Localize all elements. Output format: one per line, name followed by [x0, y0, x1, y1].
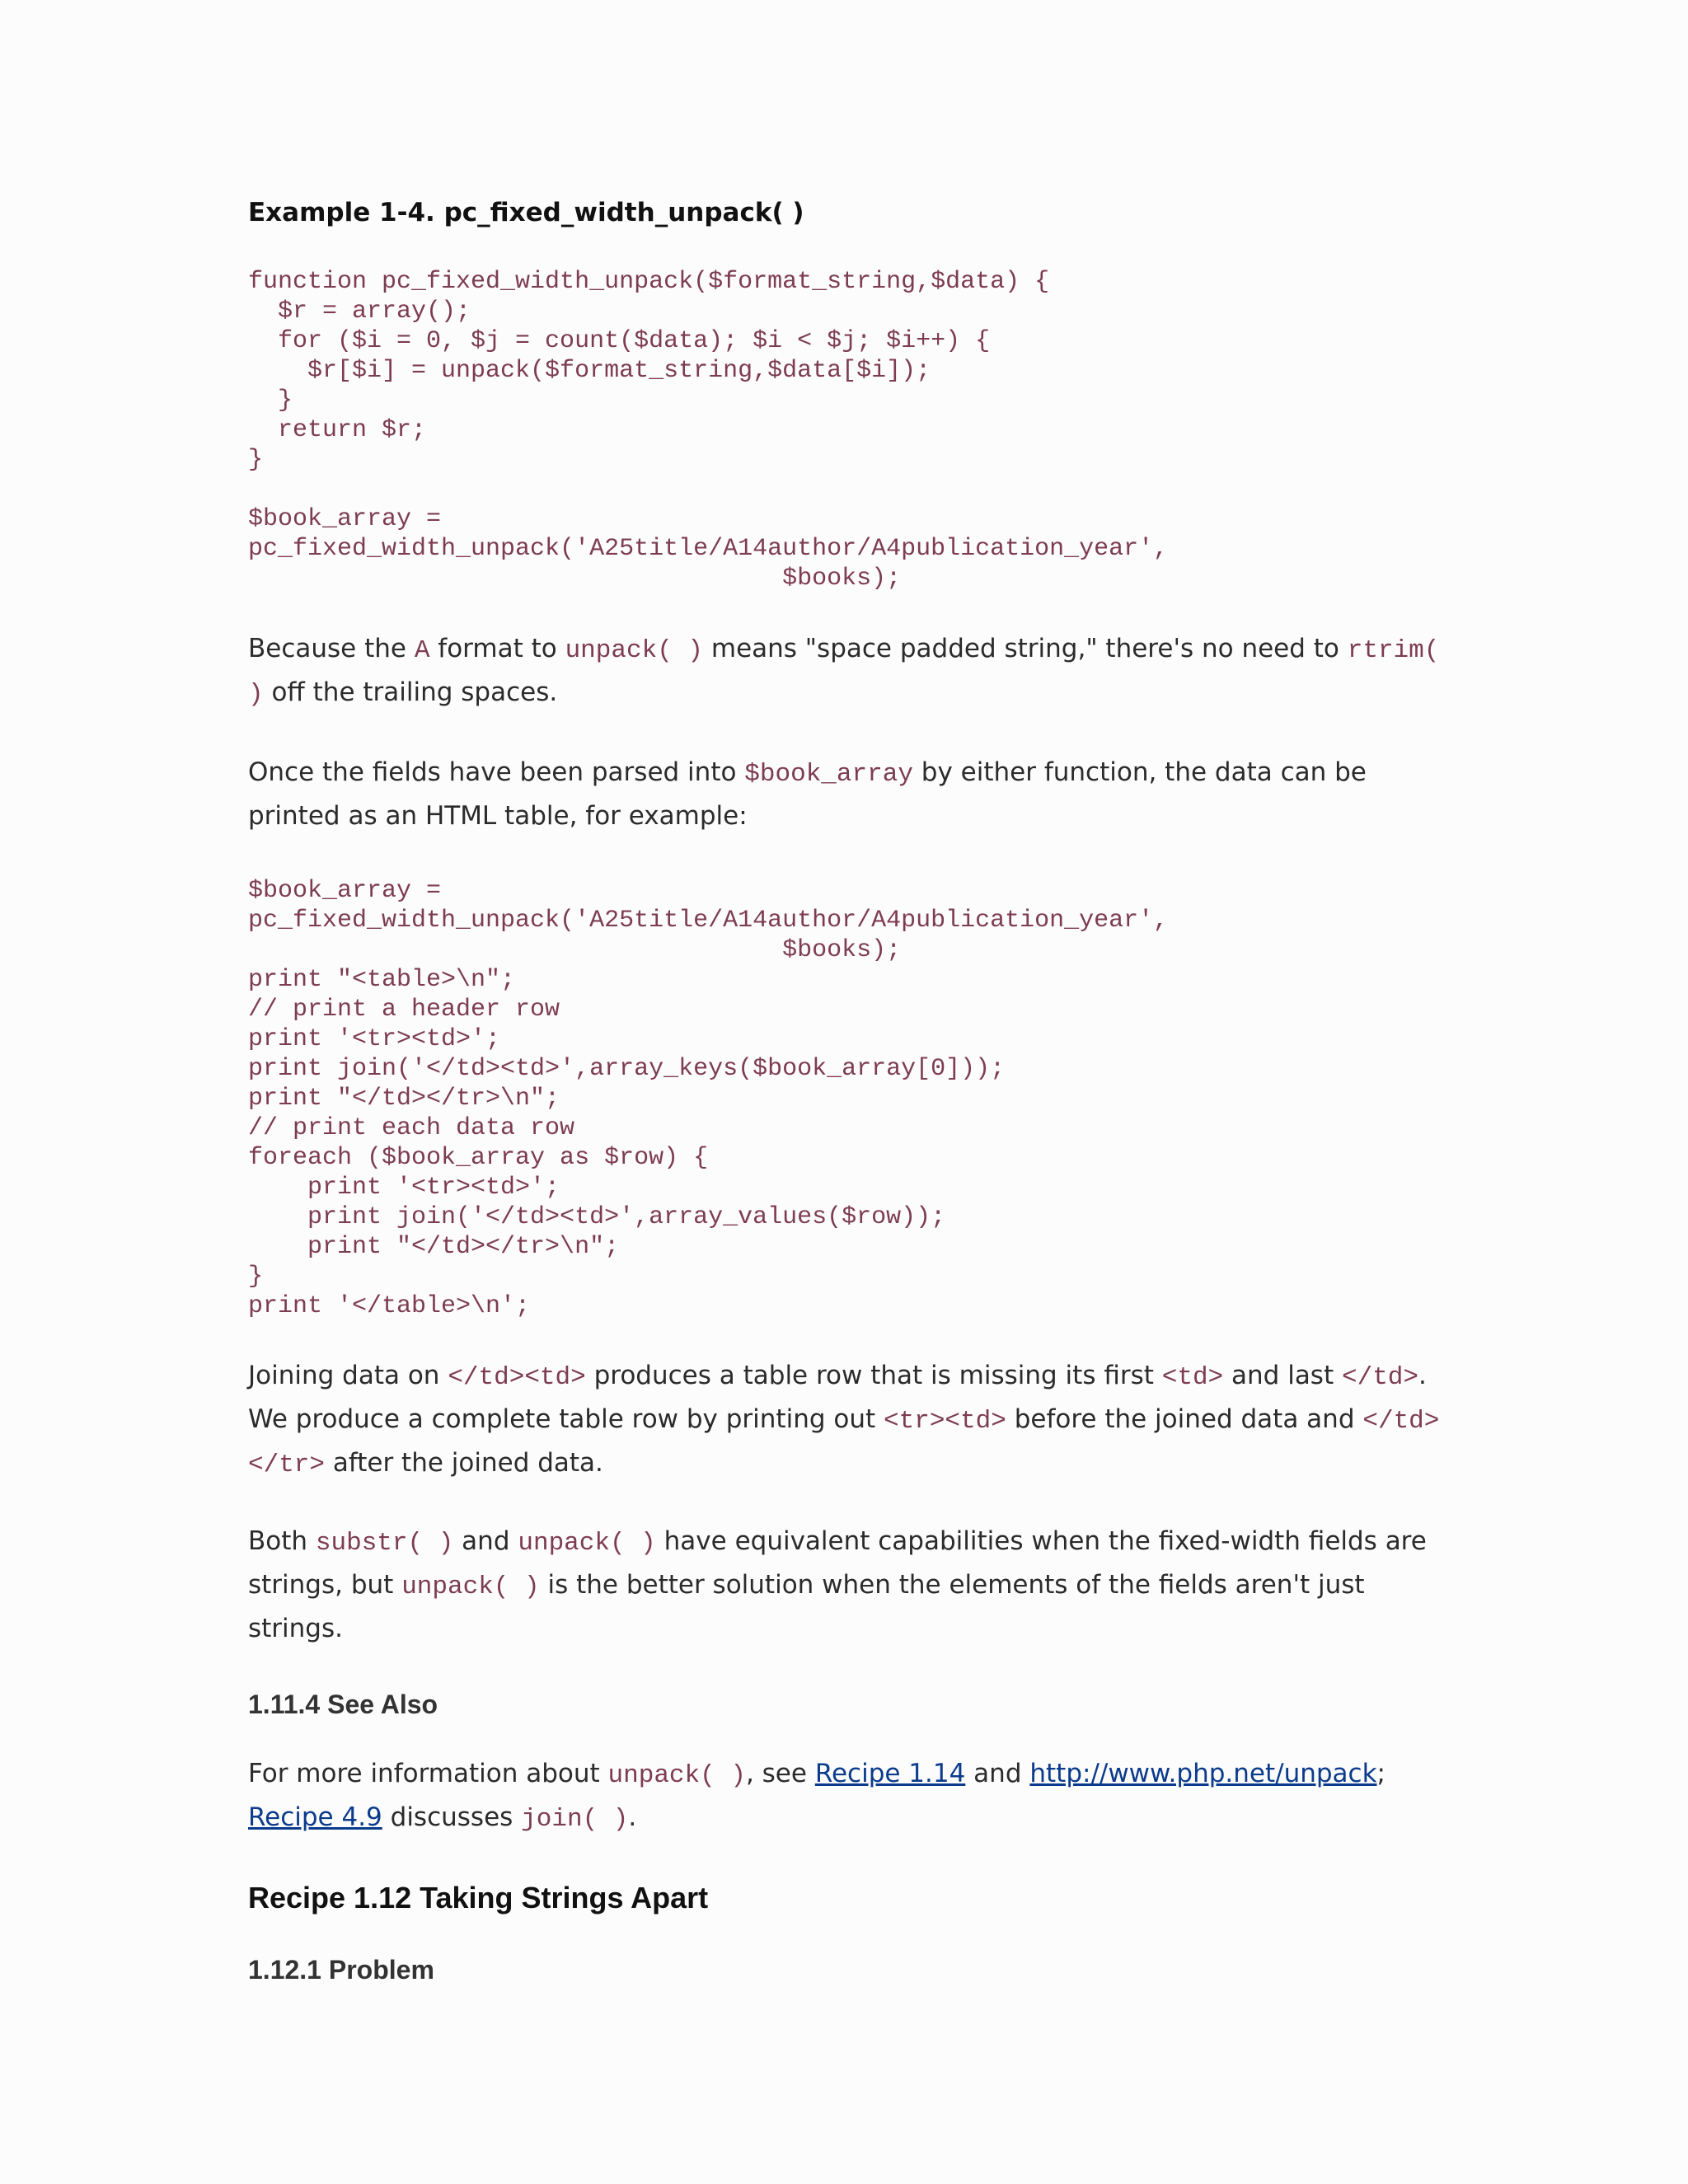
code-block-unpack-function: function pc_fixed_width_unpack($format_string,$data) { $r = array(); for ($i = 0, $j = count($data); $i < $j; $i++) { $r[$i] = unpack($format_string,$data[$i]); } return $r; } $book_array = pc_fixed_width_unpack('A25title/A14author/A4publication_year', $books); [248, 268, 1169, 593]
text: Because the [248, 634, 415, 663]
text: For more information about [248, 1759, 608, 1788]
paragraph-more-information [248, 1753, 1451, 1840]
inline-code: unpack( ) [565, 636, 704, 665]
php-unpack-link[interactable]: http://www.php.net/unpack [1029, 1759, 1377, 1788]
text: discusses [382, 1802, 522, 1832]
text: after the joined data. [325, 1448, 603, 1478]
text: and last [1223, 1361, 1342, 1390]
inline-code: <tr><td> [884, 1407, 1006, 1436]
section-heading-see-also: 1.11.4 See Also [248, 1690, 438, 1719]
paragraph-substr-unpack [248, 1521, 1435, 1650]
inline-code: unpack( ) [607, 1761, 746, 1790]
inline-code: </td><td> [448, 1363, 586, 1392]
text: Both [248, 1526, 316, 1556]
inline-code: unpack( ) [401, 1572, 540, 1601]
text: before the joined data and [1006, 1404, 1363, 1434]
recipe-4-9-link[interactable]: Recipe 4.9 [248, 1802, 382, 1832]
text: . We produce a complete table row by printing out [248, 1361, 1427, 1434]
text: have equivalent capabilities when the fixed-width fields are strings, but [248, 1526, 1427, 1600]
example-title: Example 1-4. pc_fixed_width_unpack( ) [248, 198, 804, 227]
text: . [628, 1802, 637, 1832]
recipe-1-14-link[interactable]: Recipe 1.14 [814, 1759, 966, 1788]
inline-code: <td> [1161, 1363, 1224, 1392]
text: Once the fields have been parsed into [248, 757, 745, 787]
section-heading-problem: 1.12.1 Problem [248, 1955, 434, 1985]
paragraph-html-table-intro [248, 752, 1394, 837]
inline-code: A [414, 636, 430, 665]
recipe-heading: Recipe 1.12 Taking Strings Apart [248, 1881, 709, 1915]
text: produces a table row that is missing its first [585, 1361, 1162, 1390]
text: and [453, 1526, 518, 1556]
text: , see [745, 1759, 815, 1788]
code-block-html-table: $book_array = pc_fixed_width_unpack('A25title/A14author/A4publication_year', $books); print "<table>\n"; // print a header row print '<tr><td>'; print join('</td><td>',array_keys($book_array[0])); print "</td></tr>\n"; // print each data row foreach ($book_array as $row) { print '<tr><td>'; print join('</td><td>',array_values($row)); print "</td></tr>\n"; } print '</table>\n'; [248, 877, 1169, 1320]
text: by either function, the data can be printed as an HTML table, for example: [248, 757, 1367, 831]
inline-code: unpack( ) [518, 1529, 656, 1558]
inline-code: join( ) [521, 1805, 629, 1834]
inline-code: rtrim( ) [248, 636, 1440, 709]
text: format to [429, 634, 565, 663]
text: off the trailing spaces. [263, 677, 558, 707]
inline-code: substr( ) [315, 1529, 454, 1558]
text: Joining data on [248, 1361, 448, 1390]
text: ; [1376, 1759, 1386, 1788]
inline-code: </td> [1341, 1363, 1418, 1392]
paragraph-a-format [248, 628, 1451, 715]
text: and [965, 1759, 1030, 1788]
text: means "space padded string," there's no need to [703, 634, 1348, 663]
inline-code: </td></tr> [248, 1407, 1440, 1479]
text: is the better solution when the elements of the fields aren't just strings. [248, 1570, 1365, 1643]
inline-code: $book_array [744, 760, 913, 789]
paragraph-joining-data [248, 1355, 1451, 1486]
